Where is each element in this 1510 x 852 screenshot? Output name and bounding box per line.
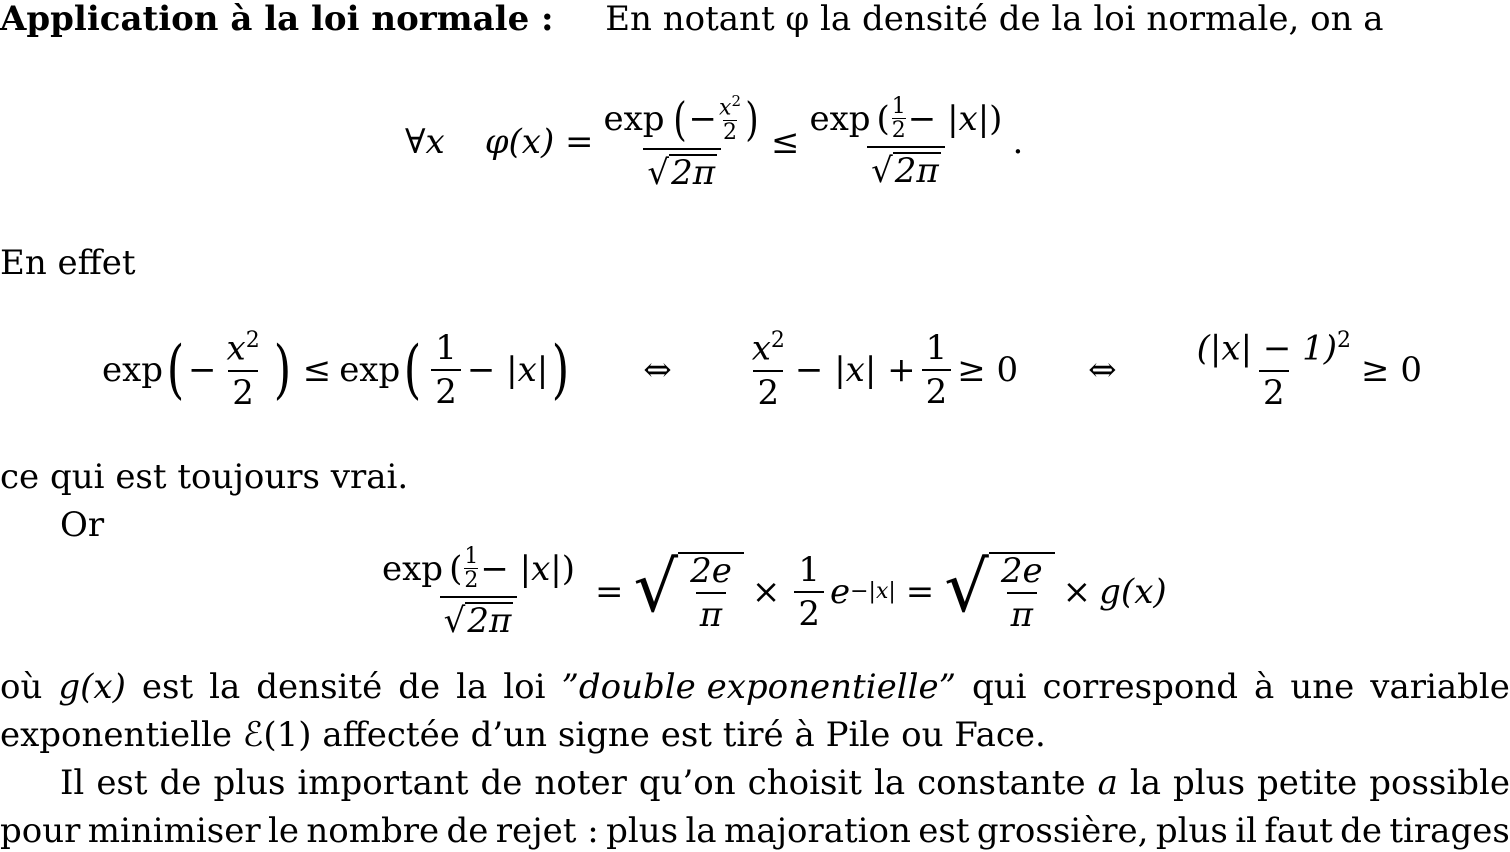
- forall-x: ∀x: [405, 122, 445, 162]
- always-true-text: ce qui est toujours vrai.: [0, 457, 409, 497]
- fraction-bound: exp ( 1 2 − |x| ) √ 2π: [809, 94, 1003, 191]
- para2-line2: pour minimiser le nombre de rejet : plus la majoration est grossière, plus il faut de tirages: [0, 811, 1510, 851]
- equation-double-exponential: exp ( 1 2 − |x| ) √ 2π = √ $\frac{2e}{\pi}$ × $\frac{1}{2}$ e −|x| = √ $\frac{2e}{\pi}$ × g(x): [382, 544, 1167, 641]
- intro-text: En notant φ la densité de la loi normale, on a: [605, 0, 1384, 39]
- or-text: Or: [60, 505, 105, 545]
- minus-sign: −: [688, 98, 718, 139]
- section-title: Application à la loi normale :: [0, 0, 554, 39]
- phi-lhs: φ(x) =: [484, 122, 594, 162]
- small-fraction-x2-over-2: $\frac{x^2}{2}$: [719, 92, 741, 145]
- equation-density-bound: ∀x φ(x) = exp ( − $\frac{x^2}{2}$ ) √ 2π ≤ exp ( 1 2 − |x| ) √ 2π .: [405, 91, 1024, 193]
- exp-label: exp: [603, 98, 665, 139]
- para1-line1: où g(x) est la densité de la loi ”double exponentielle” qui correspond à une variable: [0, 667, 1510, 707]
- heading-line: [0, 0, 1384, 39]
- fraction-gaussian: exp ( − $\frac{x^2}{2}$ ) √ 2π: [603, 91, 759, 193]
- sqrt-2pi: 2π: [671, 152, 716, 193]
- en-effet-text: En effet: [0, 243, 136, 283]
- iff-arrow-2: ⇔: [1088, 350, 1117, 390]
- para1-line2: exponentielle ℰ(1) affectée d’un signe est tiré à Pile ou Face.: [0, 715, 1046, 755]
- para2-line1: Il est de plus important de noter qu’on choisit la constante a la plus petite possible: [60, 763, 1510, 803]
- leq-sign: ≤: [770, 122, 800, 162]
- equation-equivalence: exp ( − $\frac{x^2}{2}$ ) ≤ exp ( $\frac{1}{2}$ − |x| ) ⇔ $\frac{x^2}{2}$ − |x| + $\frac{1}{2}$ ≥ 0 ⇔ $\frac{(|x| - 1)^2}{2}$ ≥ 0: [102, 328, 1422, 413]
- iff-arrow-1: ⇔: [643, 350, 672, 390]
